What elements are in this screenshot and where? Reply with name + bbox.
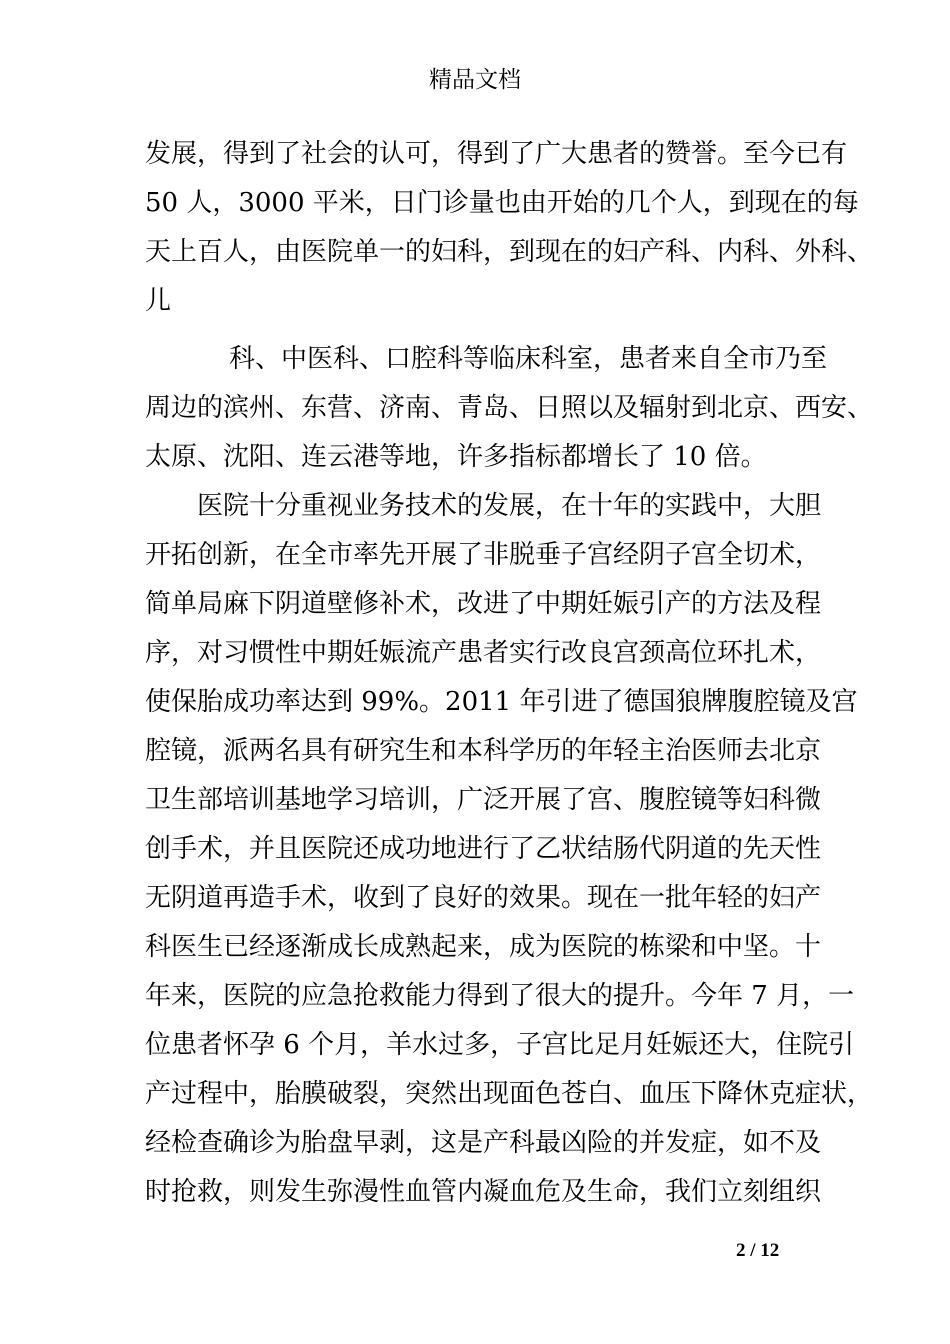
- text-line: 太原、沈阳、连云港等地，许多指标都增长了 10 倍。: [145, 442, 767, 472]
- text-line: 开拓创新，在全市率先开展了非脱垂子宫经阴子宫全切术，: [145, 540, 822, 570]
- text-line: 腔镜，派两名具有研究生和本科学历的年轻主治医师去北京: [145, 736, 822, 766]
- text-line: 位患者怀孕 6 个月，羊水过多，子宫比足月妊娠还大，住院引: [145, 1030, 855, 1060]
- text-line: 科、中医科、口腔科等临床科室，患者来自全市乃至: [229, 344, 828, 374]
- text-line: 简单局麻下阴道壁修补术，改进了中期妊娠引产的方法及程: [145, 589, 822, 619]
- text-line: 序，对习惯性中期妊娠流产患者实行改良宫颈高位环扎术，: [145, 638, 822, 668]
- text-line: 卫生部培训基地学习培训，广泛开展了宫、腹腔镜等妇科微: [145, 785, 822, 815]
- text-line: 经检查确诊为胎盘早剥，这是产科最凶险的并发症，如不及: [145, 1128, 822, 1158]
- text-line: 50 人，3000 平米，日门诊量也由开始的几个人，到现在的每: [145, 188, 859, 218]
- paragraph-first-line: 医院十分重视业务技术的发展，在十年的实践中，大胆: [197, 491, 822, 521]
- text-line: 无阴道再造手术，收到了良好的效果。现在一批年轻的妇产: [145, 883, 822, 913]
- text-line: 时抢救，则发生弥漫性血管内凝血危及生命，我们立刻组织: [145, 1177, 822, 1207]
- text-line: 发展，得到了社会的认可，得到了广大患者的赞誉。至今已有: [145, 139, 848, 169]
- text-line: 天上百人，由医院单一的妇科，到现在的妇产科、内科、外科、: [145, 237, 874, 267]
- page-header-title: 精品文档: [429, 67, 521, 93]
- document-body: [145, 130, 874, 1217]
- text-line: 儿: [145, 286, 172, 316]
- page-number: 2 / 12: [736, 1240, 780, 1261]
- text-line: 产过程中，胎膜破裂，突然出现面色苍白、血压下降休克症状，: [145, 1079, 874, 1109]
- text-line: 使保胎成功率达到 99%。2011 年引进了德国狼牌腹腔镜及宫: [145, 687, 858, 717]
- text-line: 周边的滨州、东营、济南、青岛、日照以及辐射到北京、西安、: [145, 393, 874, 423]
- text-line: 科医生已经逐渐成长成熟起来，成为医院的栋梁和中坚。十: [145, 932, 822, 962]
- text-line: 年来，医院的应急抢救能力得到了很大的提升。今年 7 月，一: [145, 981, 855, 1011]
- line-gap: [145, 326, 813, 335]
- text-line: 创手术，并且医院还成功地进行了乙状结肠代阴道的先天性: [145, 834, 822, 864]
